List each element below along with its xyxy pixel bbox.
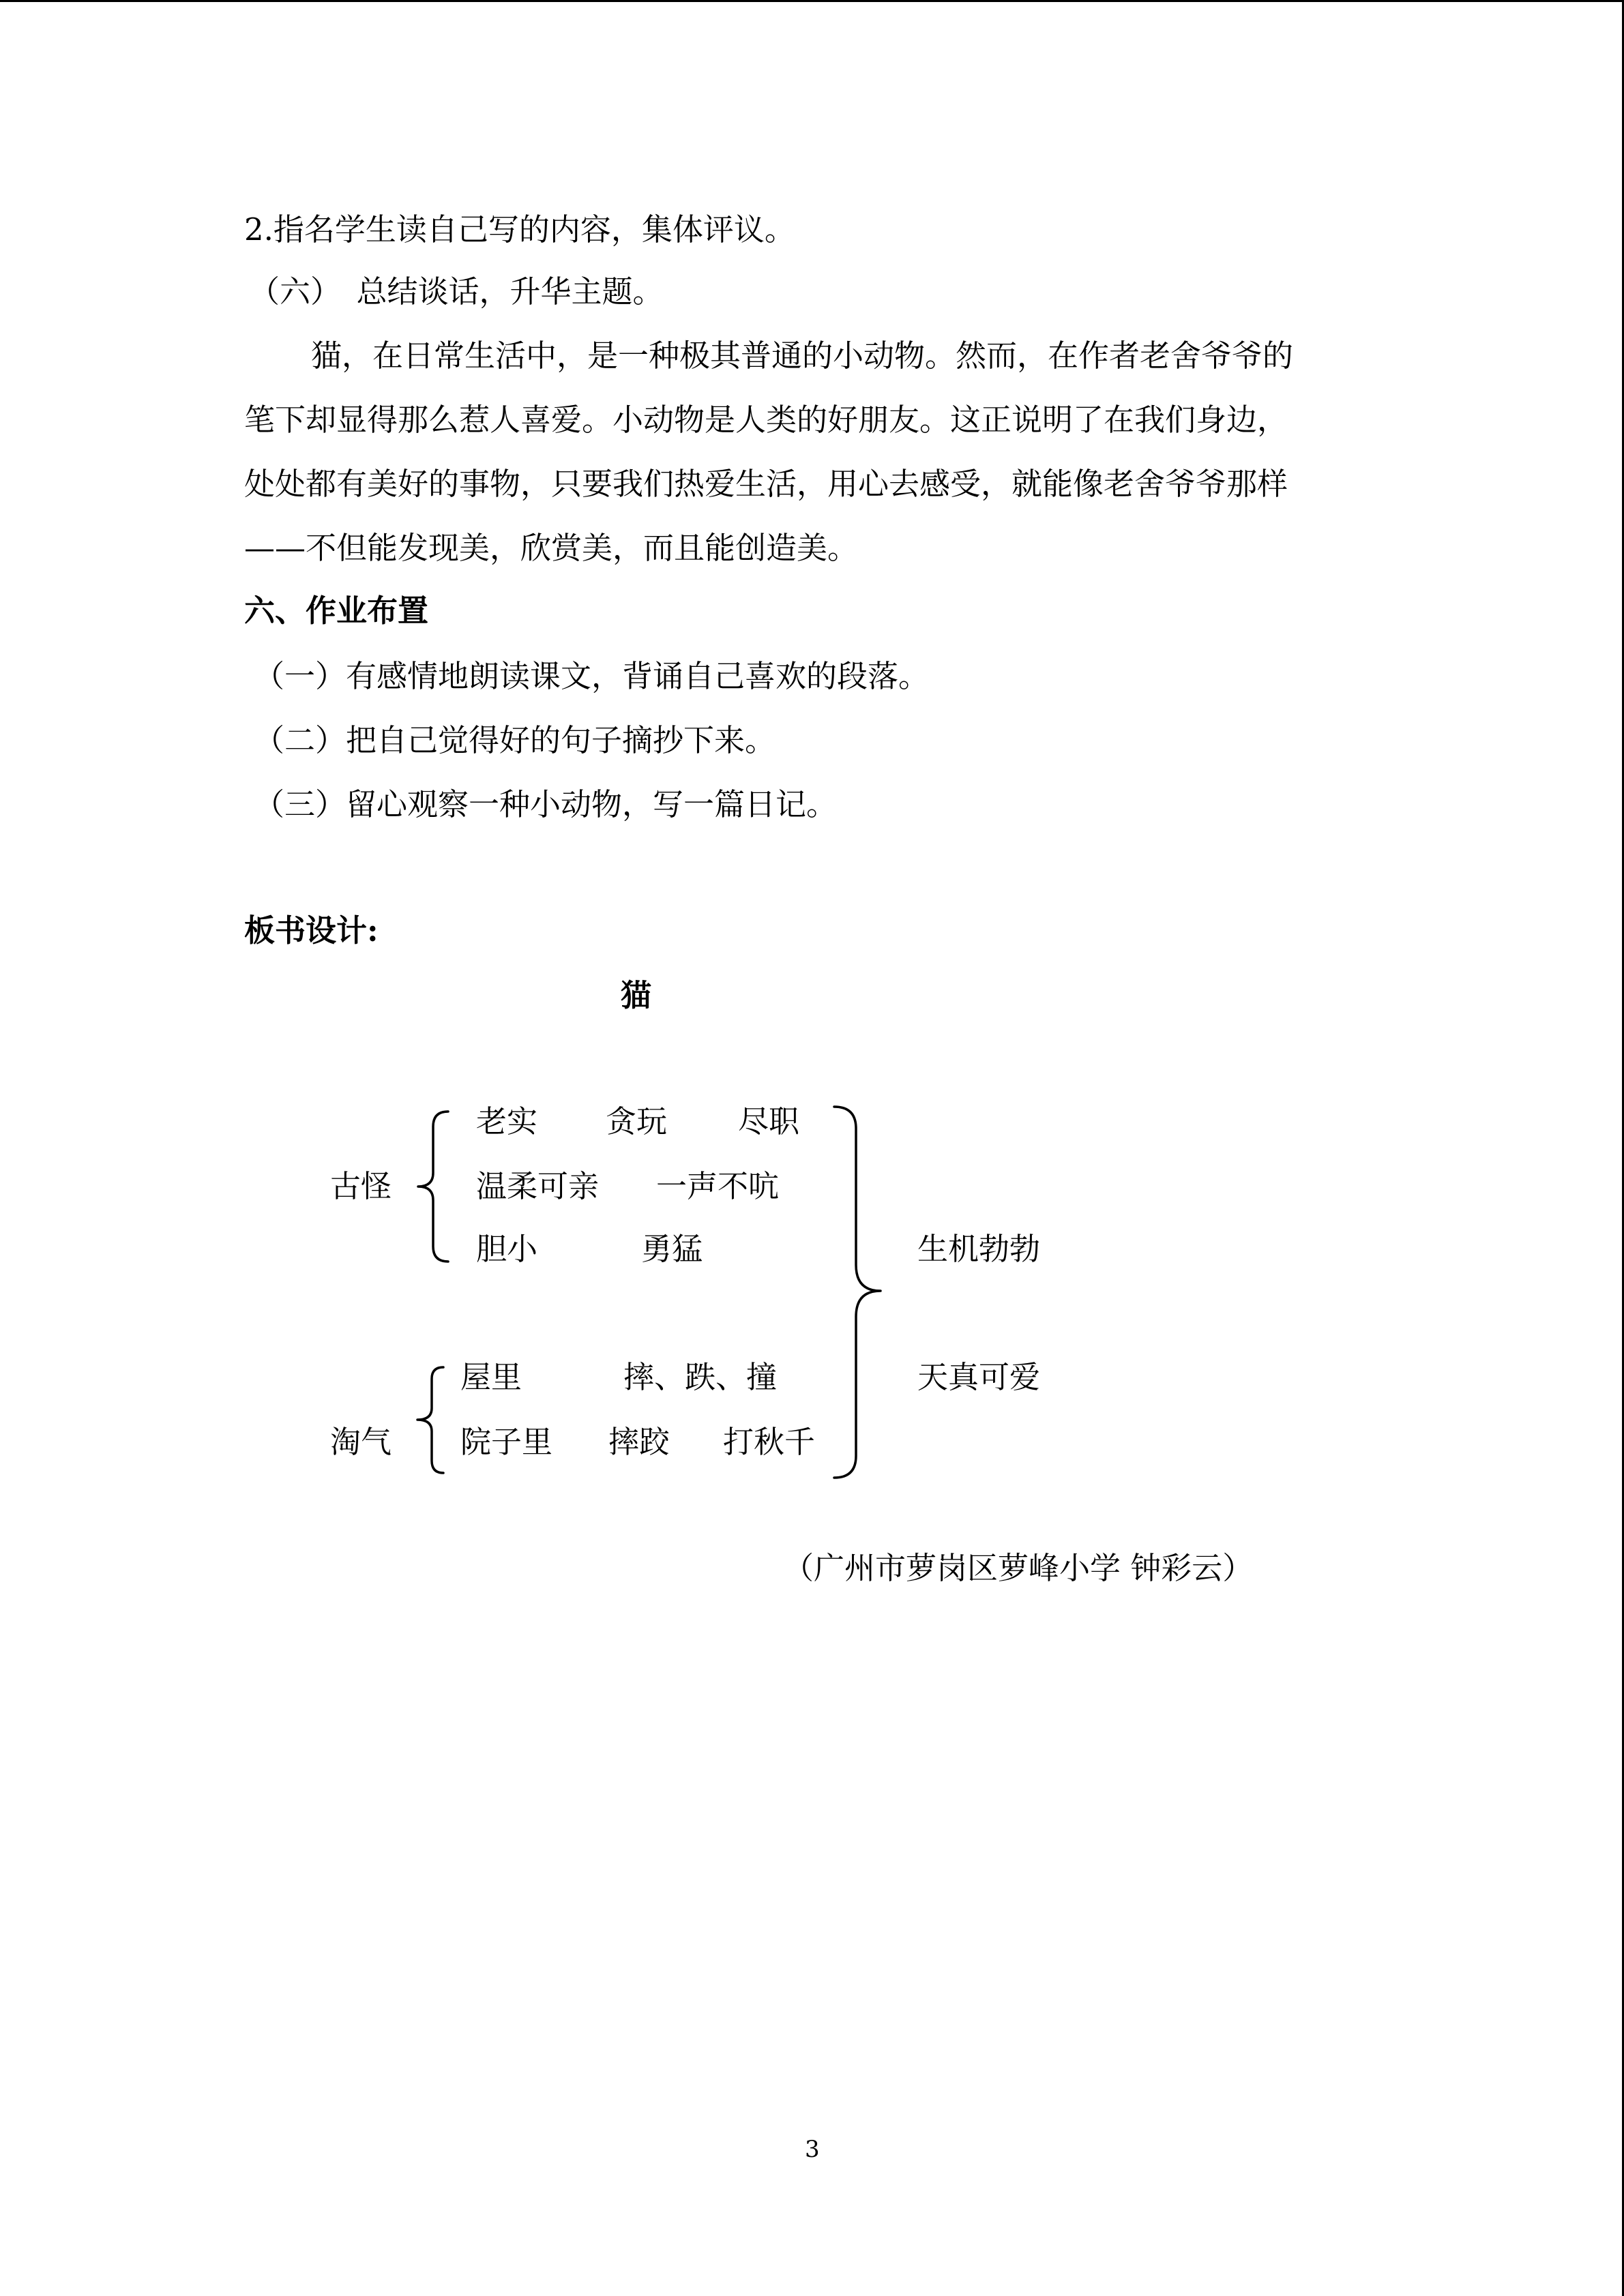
paragraph-line-1: 猫，在日常生活中，是一种极其普通的小动物。然而，在作者老舍爷爷的 <box>311 338 1294 374</box>
page-number: 3 <box>805 2136 820 2163</box>
group2-word-shuaijiao: 摔跤 <box>608 1424 670 1460</box>
group1-word-yongmeng: 勇猛 <box>641 1231 703 1267</box>
group1-word-wenrou: 温柔可亲 <box>476 1168 600 1204</box>
group1-word-tanwan: 贪玩 <box>606 1103 668 1139</box>
board-title: 猫 <box>621 977 652 1013</box>
group2-word-daqiuqian: 打秋千 <box>723 1424 816 1460</box>
homework-item-3: （三）留心观察一种小动物，写一篇日记。 <box>254 786 838 822</box>
group1-word-yisheng: 一声不吭 <box>656 1168 780 1204</box>
paragraph-line-2: 笔下却显得那么惹人喜爱。小动物是人类的好朋友。这正说明了在我们身边， <box>244 402 1288 438</box>
right-brace-summary <box>829 1101 883 1483</box>
left-brace-group2 <box>409 1364 450 1476</box>
group2-word-shuai-die-zhuang: 摔、跌、撞 <box>623 1359 778 1395</box>
group1-word-laoshi: 老实 <box>476 1103 538 1139</box>
group1-word-danxiao: 胆小 <box>476 1231 538 1267</box>
author-attribution: （广州市萝岗区萝峰小学 钟彩云） <box>783 1550 1254 1586</box>
summary-tianzhen-keai: 天真可爱 <box>917 1359 1041 1395</box>
group1-label: 古怪 <box>330 1168 392 1204</box>
group2-word-yuanzili: 院子里 <box>460 1424 553 1460</box>
group1-word-jinzhi: 尽职 <box>738 1103 800 1139</box>
section-six-title: （六） 总结谈话，升华主题。 <box>249 273 664 310</box>
homework-item-1: （一）有感情地朗读课文，背诵自己喜欢的段落。 <box>254 658 930 694</box>
text-line-reading-review: 2.指名学生读自己写的内容，集体评议。 <box>244 211 795 248</box>
board-design-heading: 板书设计: <box>244 912 379 949</box>
group2-word-wuli: 屋里 <box>460 1359 522 1395</box>
homework-item-2: （二）把自己觉得好的句子摘抄下来。 <box>254 722 776 758</box>
paragraph-line-3: 处处都有美好的事物，只要我们热爱生活，用心去感受，就能像老舍爷爷那样 <box>244 466 1288 502</box>
paragraph-line-4: ——不但能发现美，欣赏美，而且能创造美。 <box>244 530 859 566</box>
summary-shengji-bobo: 生机勃勃 <box>917 1231 1041 1267</box>
group2-label: 淘气 <box>330 1424 392 1460</box>
left-brace-group1 <box>413 1108 454 1265</box>
homework-heading: 六、作业布置 <box>244 593 429 629</box>
